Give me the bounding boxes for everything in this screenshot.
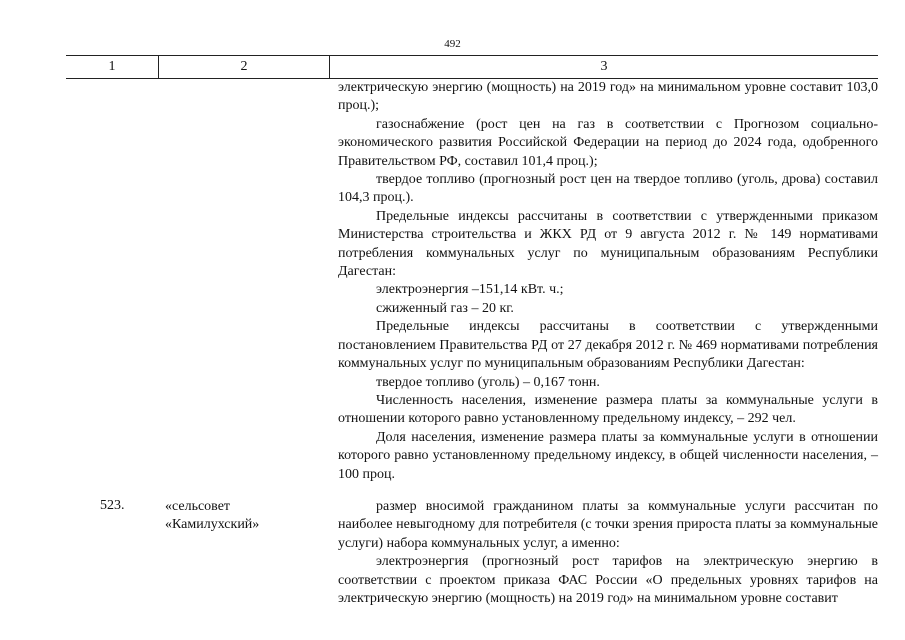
paragraph: электроэнергия (прогнозный рост тарифов на электрическую энергию в соответствии с проектом приказа ФАС России «О предельных уровнях тарифов на электрическую энергию (мощность) на 2019 год» на минимальном уровне составит (338, 554, 878, 607)
header-col-1: 1 (66, 56, 159, 78)
paragraph: Численность населения, изменение размера платы за коммунальные услуги в отношении которого равно установленному предельному индексу, – 292 чел. (338, 392, 878, 427)
paragraph: Предельные индексы рассчитаны в соответствии с утвержденными постановлением Правительства РД от 27 декабря 2012 г. № 469 нормативами потребления коммунальных услуг по муниципальным образованиям Республики Дагестан: (338, 319, 878, 372)
paragraph: размер вносимой гражданином платы за коммунальные услуги рассчитан по наиболее невыгодному для потребителя (с точки зрения прироста платы за коммунальные услуги) набора коммунальных услуг, а именно: (338, 499, 878, 551)
paragraph: твердое топливо (уголь) – 0,167 тонн. (376, 374, 600, 390)
table-header (66, 55, 878, 79)
row-name-line: «сельсовет (165, 499, 231, 514)
row-name-line: «Камилухский» (165, 517, 260, 533)
row-number: 523. (100, 498, 125, 513)
paragraph: Доля населения, изменение размера платы за коммунальные услуги в отношении которого равно установленному предельному индексу, в общей численности населения, – 100 проц. (338, 429, 878, 482)
header-col-3: 3 (600, 59, 608, 74)
paragraph: сжиженный газ – 20 кг. (376, 300, 514, 316)
paragraph: электрическую энергию (мощность) на 2019 год» на минимальном уровне составит 103,0 проц.); (338, 80, 878, 114)
row-name (165, 498, 259, 535)
page-number: 492 (444, 38, 461, 50)
paragraph: твердое топливо (прогнозный рост цен на твердое топливо (уголь, дрова) составил 104,3 проц.). (338, 172, 878, 206)
paragraph: Предельные индексы рассчитаны в соответствии с утвержденными приказом Министерства строительства и ЖКХ РД от 9 августа 2012 г. № 149 нормативами потребления коммунальных услуг по муниципальным образованиям Республики Дагестан: (338, 208, 878, 280)
bottom-text-block (338, 498, 878, 608)
top-text-block (338, 79, 878, 484)
paragraph: газоснабжение (рост цен на газ в соответствии с Прогнозом социально-экономического развития Российской Федерации на период до 2024 года, одобренного Правительством РФ, составил 101,4 проц.); (338, 116, 878, 169)
header-col-2: 2 (159, 56, 330, 78)
paragraph: электроэнергия –151,14 кВт. ч.; (376, 282, 564, 298)
